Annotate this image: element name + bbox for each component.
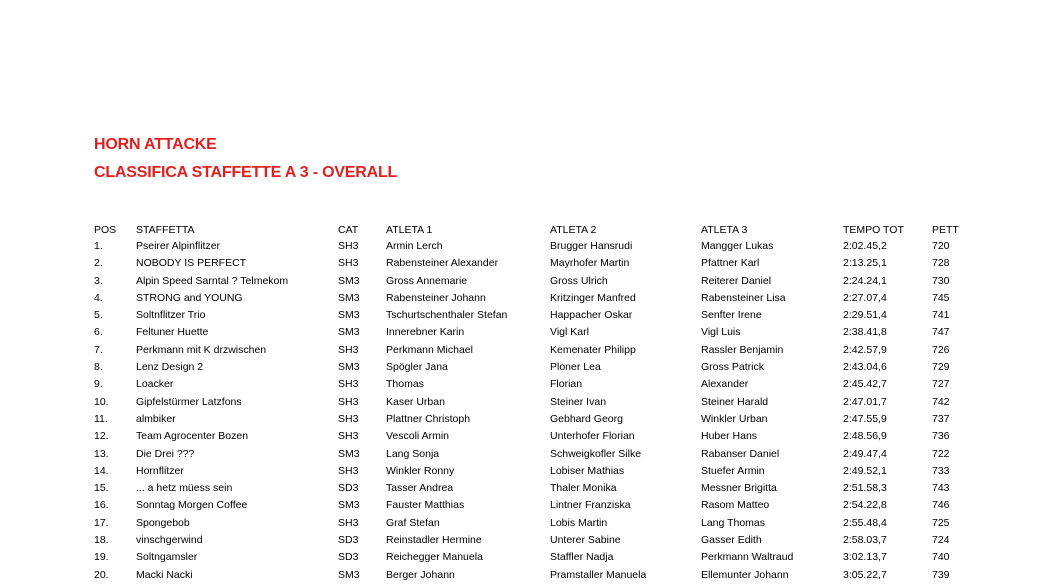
athlete-1-cell: Tasser Andrea	[386, 482, 454, 495]
relay-name-cell: ... a hetz müess sein	[136, 482, 233, 495]
athlete-1-cell: Armin Lerch	[386, 240, 443, 252]
relay-name-cell: Alpin Speed Sarntal ? Telmekom	[136, 274, 289, 287]
athlete-1-cell: Fauster Matthias	[386, 499, 465, 512]
relay-name-cell: Sonntag Morgen Coffee	[136, 499, 248, 512]
athlete-3-cell: Lang Thomas	[701, 516, 766, 529]
column-header: CAT	[338, 224, 359, 236]
pos-cell: 14.	[94, 464, 109, 477]
relay-name-cell: Soltnflitzer Trio	[136, 309, 206, 322]
pos-cell: 18.	[94, 534, 109, 547]
table-row	[92, 394, 1032, 411]
athlete-2-cell: Lobiser Mathias	[550, 464, 625, 477]
athlete-1-cell: Rabensteiner Alexander	[386, 257, 499, 270]
category-cell: SM3	[338, 568, 360, 581]
relay-name-cell: STRONG and YOUNG	[136, 291, 243, 304]
pos-cell: 15.	[94, 482, 109, 495]
bib-cell: 743	[932, 482, 950, 495]
page-subtitle: CLASSIFICA STAFFETTE A 3 - OVERALL	[94, 164, 398, 181]
table-row	[92, 515, 1032, 532]
pos-cell: 10.	[94, 395, 109, 408]
relay-name-cell: Perkmann mit K drzwischen	[136, 343, 267, 356]
bib-cell: 739	[932, 568, 950, 581]
table-row	[92, 273, 1032, 290]
table-row	[92, 238, 1032, 255]
athlete-2-cell: Steiner Ivan	[550, 395, 607, 408]
bib-cell: 745	[932, 291, 950, 304]
athlete-1-cell: Graf Stefan	[386, 516, 440, 529]
column-header: ATLETA 2	[550, 224, 597, 236]
athlete-3-cell: Mangger Lukas	[701, 240, 774, 252]
relay-name-cell: Pseirer Alpinflitzer	[136, 240, 221, 252]
pos-cell: 6.	[94, 326, 103, 339]
bib-cell: 720	[932, 240, 950, 252]
bib-cell: 742	[932, 395, 950, 408]
athlete-2-cell: Lintner Franziska	[550, 499, 631, 512]
bib-cell: 746	[932, 499, 950, 512]
athlete-3-cell: Steiner Harald	[701, 395, 769, 408]
bib-cell: 740	[932, 551, 950, 564]
total-time-cell: 2:27.07,4	[843, 291, 887, 304]
athlete-2-cell: Kemenater Philipp	[550, 343, 636, 356]
athlete-3-cell: Rabanser Daniel	[701, 447, 780, 460]
relay-name-cell: Spongebob	[136, 516, 190, 529]
column-header: ATLETA 3	[701, 224, 748, 236]
athlete-3-cell: Winkler Urban	[701, 412, 768, 425]
athlete-1-cell: Kaser Urban	[386, 395, 445, 408]
athlete-1-cell: Reinstadler Hermine	[386, 534, 482, 547]
total-time-cell: 2:51.58,3	[843, 482, 887, 495]
category-cell: SM3	[338, 499, 360, 512]
table-row	[92, 497, 1032, 514]
category-cell: SM3	[338, 309, 360, 322]
total-time-cell: 2:49.47,4	[843, 447, 887, 460]
column-header: STAFFETTA	[136, 224, 195, 236]
category-cell: SD3	[338, 534, 359, 547]
pos-cell: 5.	[94, 309, 103, 322]
athlete-2-cell: Kritzinger Manfred	[550, 291, 636, 304]
relay-name-cell: Hornflitzer	[136, 464, 184, 477]
relay-name-cell: Soltngamsler	[136, 551, 198, 564]
athlete-2-cell: Florian	[550, 378, 583, 391]
total-time-cell: 2:54.22,8	[843, 499, 887, 512]
athlete-1-cell: Plattner Christoph	[386, 412, 471, 425]
column-header: POS	[94, 224, 117, 236]
athlete-3-cell: Messner Brigitta	[701, 482, 777, 495]
athlete-2-cell: Unterer Sabine	[550, 534, 621, 547]
pos-cell: 20.	[94, 568, 109, 581]
bib-cell: 736	[932, 430, 950, 443]
bib-cell: 747	[932, 326, 950, 339]
results-table	[92, 222, 1032, 584]
athlete-2-cell: Vigl Karl	[550, 326, 589, 339]
athlete-3-cell: Stuefer Armin	[701, 464, 765, 477]
pos-cell: 9.	[94, 378, 103, 391]
athlete-1-cell: Innerebner Karin	[386, 326, 465, 339]
table-row	[92, 480, 1032, 497]
pos-cell: 19.	[94, 551, 109, 564]
category-cell: SM3	[338, 326, 360, 339]
table-row	[92, 342, 1032, 359]
total-time-cell: 2:58.03,7	[843, 534, 887, 547]
column-header: ATLETA 1	[386, 224, 433, 236]
bib-cell: 727	[932, 378, 950, 391]
athlete-3-cell: Huber Hans	[701, 430, 758, 443]
athlete-3-cell: Alexander	[701, 378, 749, 391]
table-header-row	[92, 222, 1032, 238]
table-row	[92, 463, 1032, 480]
category-cell: SH3	[338, 343, 359, 356]
total-time-cell: 2:45.42,7	[843, 378, 887, 391]
athlete-2-cell: Unterhofer Florian	[550, 430, 635, 443]
athlete-2-cell: Mayrhofer Martin	[550, 257, 630, 270]
relay-name-cell: Lenz Design 2	[136, 361, 204, 374]
athlete-3-cell: Rabensteiner Lisa	[701, 291, 786, 304]
table-row	[92, 307, 1032, 324]
pos-cell: 16.	[94, 499, 109, 512]
total-time-cell: 3:02.13,7	[843, 551, 887, 564]
athlete-1-cell: Perkmann Michael	[386, 343, 473, 356]
pos-cell: 7.	[94, 343, 103, 356]
table-row	[92, 532, 1032, 549]
category-cell: SH3	[338, 412, 359, 425]
table-row	[92, 428, 1032, 445]
table-body	[92, 238, 1032, 584]
total-time-cell: 2:49.52,1	[843, 464, 887, 477]
category-cell: SM3	[338, 361, 360, 374]
total-time-cell: 3:05.22,7	[843, 568, 887, 581]
table-row	[92, 290, 1032, 307]
athlete-1-cell: Reichegger Manuela	[386, 551, 483, 564]
athlete-3-cell: Gasser Edith	[701, 534, 762, 547]
relay-name-cell: Team Agrocenter Bozen	[136, 430, 249, 443]
total-time-cell: 2:24.24,1	[843, 274, 887, 287]
bib-cell: 725	[932, 516, 950, 529]
total-time-cell: 2:47.55,9	[843, 412, 887, 425]
bib-cell: 741	[932, 309, 950, 322]
bib-cell: 724	[932, 534, 950, 547]
athlete-3-cell: Vigl Luis	[701, 326, 741, 339]
relay-name-cell: Macki Nacki	[136, 568, 193, 581]
bib-cell: 733	[932, 464, 950, 477]
table-row	[92, 255, 1032, 272]
total-time-cell: 2:47.01,7	[843, 395, 887, 408]
category-cell: SM3	[338, 274, 360, 287]
relay-name-cell: Loacker	[136, 378, 174, 391]
table-row	[92, 549, 1032, 566]
athlete-1-cell: Tschurtschenthaler Stefan	[386, 309, 508, 322]
pos-cell: 8.	[94, 361, 103, 374]
relay-name-cell: Feltuner Huette	[136, 326, 209, 339]
total-time-cell: 2:55.48,4	[843, 516, 887, 529]
athlete-3-cell: Ellemunter Johann	[701, 568, 789, 581]
total-time-cell: 2:02.45,2	[843, 240, 887, 252]
category-cell: SH3	[338, 430, 359, 443]
athlete-3-cell: Gross Patrick	[701, 361, 765, 374]
athlete-1-cell: Vescoli Armin	[386, 430, 450, 443]
table-row	[92, 376, 1032, 393]
table-row	[92, 324, 1032, 341]
bib-cell: 737	[932, 412, 950, 425]
athlete-2-cell: Pramstaller Manuela	[550, 568, 647, 581]
pos-cell: 12.	[94, 430, 109, 443]
category-cell: SH3	[338, 240, 359, 252]
athlete-3-cell: Rasom Matteo	[701, 499, 770, 512]
athlete-3-cell: Rassler Benjamin	[701, 343, 784, 356]
category-cell: SD3	[338, 482, 359, 495]
table-row	[92, 567, 1032, 584]
column-header: PETT	[932, 224, 959, 236]
relay-name-cell: vinschgerwind	[136, 534, 203, 547]
athlete-2-cell: Schweigkofler Silke	[550, 447, 642, 460]
relay-name-cell: Gipfelstürmer Latzfons	[136, 395, 242, 408]
athlete-2-cell: Thaler Monika	[550, 482, 617, 495]
pos-cell: 2.	[94, 257, 103, 270]
athlete-2-cell: Gebhard Georg	[550, 412, 623, 425]
total-time-cell: 2:38.41,8	[843, 326, 887, 339]
athlete-3-cell: Reiterer Daniel	[701, 274, 772, 287]
pos-cell: 11.	[94, 412, 108, 425]
column-header: TEMPO TOT	[843, 224, 904, 236]
total-time-cell: 2:42.57,9	[843, 343, 887, 356]
total-time-cell: 2:13.25,1	[843, 257, 887, 270]
pos-cell: 4.	[94, 291, 103, 304]
athlete-1-cell: Lang Sonja	[386, 447, 440, 460]
athlete-1-cell: Rabensteiner Johann	[386, 291, 486, 304]
athlete-2-cell: Ploner Lea	[550, 361, 601, 374]
table-row	[92, 359, 1032, 376]
table-row	[92, 411, 1032, 428]
athlete-2-cell: Lobis Martin	[550, 516, 608, 529]
category-cell: SM3	[338, 291, 360, 304]
athlete-1-cell: Berger Johann	[386, 568, 455, 581]
category-cell: SH3	[338, 257, 359, 270]
athlete-2-cell: Staffler Nadja	[550, 551, 614, 564]
athlete-1-cell: Thomas	[386, 378, 424, 391]
relay-name-cell: Die Drei ???	[136, 447, 195, 460]
category-cell: SH3	[338, 516, 359, 529]
category-cell: SM3	[338, 447, 360, 460]
athlete-2-cell: Gross Ulrich	[550, 274, 608, 287]
relay-name-cell: almbiker	[136, 412, 176, 425]
total-time-cell: 2:48.56,9	[843, 430, 887, 443]
bib-cell: 726	[932, 343, 950, 356]
bib-cell: 728	[932, 257, 950, 270]
relay-name-cell: NOBODY IS PERFECT	[136, 257, 247, 270]
table-row	[92, 446, 1032, 463]
athlete-2-cell: Brugger Hansrudi	[550, 240, 633, 252]
category-cell: SH3	[338, 395, 359, 408]
category-cell: SH3	[338, 464, 359, 477]
athlete-3-cell: Pfattner Karl	[701, 257, 760, 270]
pos-cell: 1.	[94, 240, 103, 252]
pos-cell: 3.	[94, 274, 103, 287]
athlete-2-cell: Happacher Oskar	[550, 309, 633, 322]
total-time-cell: 2:43.04,6	[843, 361, 887, 374]
athlete-1-cell: Spögler Jana	[386, 361, 448, 374]
pos-cell: 17.	[94, 516, 109, 529]
total-time-cell: 2:29.51,4	[843, 309, 887, 322]
athlete-1-cell: Gross Annemarie	[386, 274, 468, 287]
athlete-3-cell: Perkmann Waltraud	[701, 551, 794, 564]
bib-cell: 730	[932, 274, 950, 287]
page-title: HORN ATTACKE	[94, 136, 217, 153]
category-cell: SD3	[338, 551, 359, 564]
bib-cell: 722	[932, 447, 950, 460]
bib-cell: 729	[932, 361, 950, 374]
athlete-3-cell: Senfter Irene	[701, 309, 762, 322]
category-cell: SH3	[338, 378, 359, 391]
athlete-1-cell: Winkler Ronny	[386, 464, 455, 477]
pos-cell: 13.	[94, 447, 109, 460]
